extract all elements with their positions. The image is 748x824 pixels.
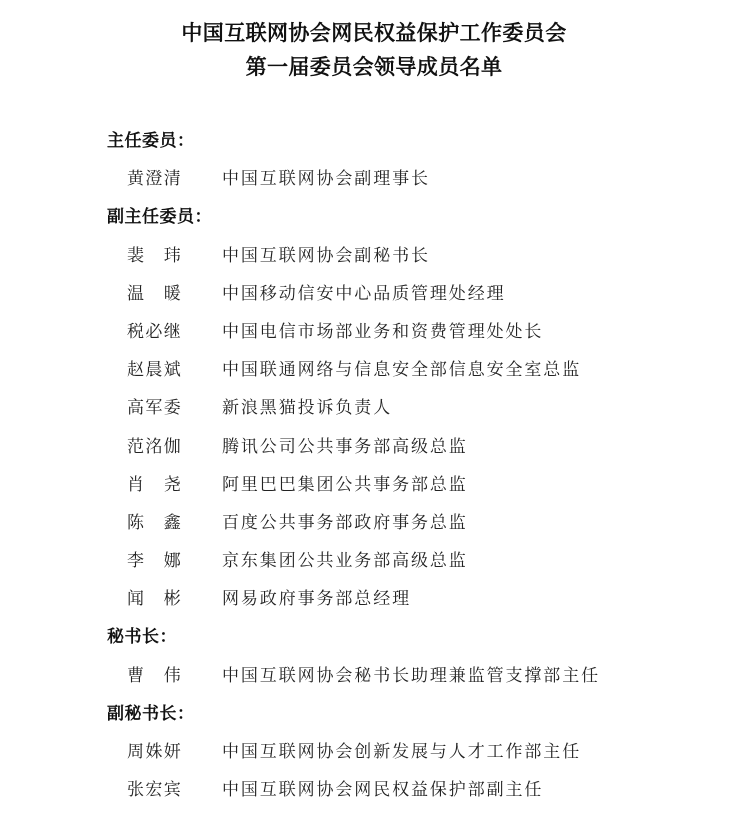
member-row bbox=[0, 542, 748, 580]
member-position: 京东集团公共业务部高级总监 bbox=[222, 551, 468, 572]
member-name: 曹 伟 bbox=[127, 665, 183, 686]
member-position: 新浪黑猫投诉负责人 bbox=[222, 398, 393, 419]
section-heading-row bbox=[0, 695, 748, 733]
member-row bbox=[0, 275, 748, 313]
member-row bbox=[0, 237, 748, 275]
section-heading-row bbox=[0, 198, 748, 236]
member-position: 阿里巴巴集团公共事务部总监 bbox=[222, 474, 468, 495]
member-name: 周姝妍 bbox=[127, 742, 183, 762]
member-row bbox=[0, 466, 748, 504]
member-row bbox=[0, 580, 748, 618]
member-row bbox=[0, 351, 748, 389]
member-row bbox=[0, 771, 748, 809]
member-name: 闻 彬 bbox=[127, 589, 183, 610]
member-name: 黄澄清 bbox=[127, 169, 183, 190]
member-position: 网易政府事务部总经理 bbox=[222, 589, 411, 610]
section-heading-chairman: 主任委员： bbox=[107, 131, 195, 151]
member-list bbox=[0, 122, 748, 809]
member-position: 中国互联网协会创新发展与人才工作部主任 bbox=[222, 742, 582, 762]
member-name: 高军委 bbox=[127, 398, 183, 419]
member-position: 中国互联网协会秘书长助理兼监管支撑部主任 bbox=[222, 665, 600, 686]
member-name: 肖 尧 bbox=[127, 474, 183, 495]
member-name: 李 娜 bbox=[127, 551, 183, 572]
member-row bbox=[0, 733, 748, 771]
document-title bbox=[0, 16, 748, 84]
member-position: 腾讯公司公共事务部高级总监 bbox=[222, 436, 468, 457]
section-heading-secretary-general: 秘书长： bbox=[107, 627, 177, 648]
section-heading-row bbox=[0, 618, 748, 656]
section-heading-row bbox=[0, 122, 748, 160]
document-title-line1: 中国互联网协会网民权益保护工作委员会 bbox=[181, 21, 567, 45]
member-name: 张宏宾 bbox=[127, 780, 183, 801]
member-row bbox=[0, 313, 748, 351]
member-row bbox=[0, 428, 748, 466]
member-name: 温 暖 bbox=[127, 283, 183, 304]
member-position: 中国互联网协会副秘书长 bbox=[222, 245, 430, 266]
member-name: 赵晨斌 bbox=[127, 360, 183, 381]
section-heading-deputy-secretary-general: 副秘书长： bbox=[107, 703, 195, 724]
section-heading-vice-chairmen: 副主任委员： bbox=[107, 207, 212, 228]
member-position: 中国电信市场部业务和资费管理处处长 bbox=[222, 321, 544, 342]
member-position: 中国互联网协会网民权益保护部副主任 bbox=[222, 780, 544, 801]
member-row bbox=[0, 389, 748, 427]
document-title-line2: 第一届委员会领导成员名单 bbox=[245, 55, 503, 79]
member-position: 百度公共事务部政府事务总监 bbox=[222, 512, 468, 533]
member-name: 裴 玮 bbox=[127, 245, 183, 266]
member-name: 陈 鑫 bbox=[127, 512, 183, 533]
member-name: 范洺伽 bbox=[127, 436, 183, 457]
member-row bbox=[0, 504, 748, 542]
member-name: 税必继 bbox=[127, 321, 183, 342]
member-row bbox=[0, 160, 748, 198]
member-row bbox=[0, 657, 748, 695]
member-position: 中国移动信安中心品质管理处经理 bbox=[222, 283, 506, 304]
member-position: 中国联通网络与信息安全部信息安全室总监 bbox=[222, 360, 582, 381]
member-position: 中国互联网协会副理事长 bbox=[222, 169, 430, 190]
